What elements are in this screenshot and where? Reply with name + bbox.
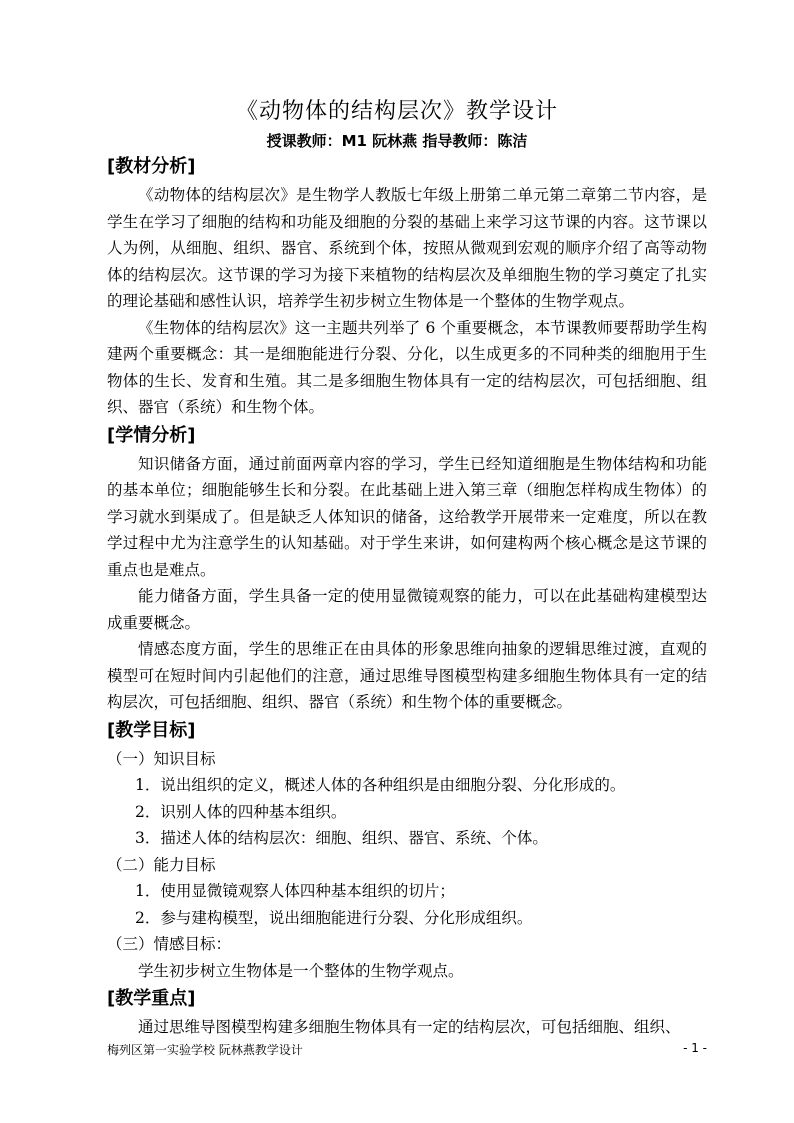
- section-heading-teaching-goals: [教学目标]: [107, 719, 196, 741]
- list-item: 3．描述人体的结构层次：细胞、组织、器官、系统、个体。: [135, 829, 548, 847]
- paragraph: 《动物体的结构层次》是生物学人教版七年级上册第二单元第二章第二节内容，是学生在学习了细胞的结构和功能及细胞的分裂的基础上来学习这节课的内容。这节课以人为例，从细胞、组织、器官、系统到个体，按照从微观到宏观的顺序介绍了高等动物体的结构层次。这节课的学习为接下来植物的结构层次及单细胞生物的学习奠定了扎实的理论基础和感性认识，培养学生初步树立生物体是一个整体的生物学观点。: [107, 186, 707, 310]
- paragraph: 情感态度方面，学生的思维正在由具体的形象思维向抽象的逻辑思维过渡，直观的模型可在短时间内引起他们的注意，通过思维导图模型构建多细胞生物体具有一定的结构层次，可包括细胞、组织、器官（系统）和生物个体的重要概念。: [107, 640, 707, 711]
- paragraph: 能力储备方面，学生具备一定的使用显微镜观察的能力，可以在此基础构建模型达成重要概念。: [107, 587, 707, 632]
- paragraph: 通过思维导图模型构建多细胞生物体具有一定的结构层次，可包括细胞、组织、: [138, 1018, 681, 1036]
- footer-school-label: 梅列区第一实验学校 阮林燕教学设计: [107, 1043, 303, 1057]
- section-heading-teaching-focus: [教学重点]: [107, 988, 196, 1009]
- author-byline: 授课教师：M1 阮林燕 指导教师：陈洁: [266, 132, 528, 150]
- section-heading-student-analysis: [学情分析]: [107, 424, 196, 446]
- section-heading-textbook-analysis: [教材分析]: [107, 156, 196, 177]
- paragraph: 《生物体的结构层次》这一主题共列举了 6 个重要概念，本节课教师要帮助学生构建两个重要概念：其一是细胞能进行分裂、分化，以生成更多的不同种类的细胞用于生物体的生长、发育和生殖。其二是多细胞生物体具有一定的结构层次，可包括细胞、组织、器官（系统）和生物个体。: [107, 318, 707, 416]
- list-item: 1．说出组织的定义，概述人体的各种组织是由细胞分裂、分化形成的。: [135, 776, 626, 794]
- subheading-emotion-goals: （三）情感目标：: [107, 935, 232, 953]
- subheading-ability-goals: （二）能力目标: [107, 855, 216, 874]
- list-item: 1．使用显微镜观察人体四种基本组织的切片；: [135, 882, 455, 900]
- list-item: 2．识别人体的四种基本组织。: [135, 802, 347, 821]
- document-body: [107, 152, 707, 1041]
- page-number: - 1 -: [683, 1041, 707, 1055]
- paragraph: 学生初步树立生物体是一个整体的生物学观点。: [138, 961, 464, 980]
- document-title: 《动物体的结构层次》教学设计: [235, 99, 558, 124]
- paragraph: 知识储备方面，通过前面两章内容的学习，学生已经知道细胞是生物体结构和功能的基本单位；细胞能够生长和分裂。在此基础上进入第三章（细胞怎样构成生物体）的学习就水到渠成了。但是缺乏人体知识的储备，这给教学开展带来一定难度，所以在教学过程中尤为注意学生的认知基础。对于学生来讲，如何建构两个核心概念是这节课的重点也是难点。: [107, 454, 707, 579]
- list-item: 2．参与建构模型，说出细胞能进行分裂、分化形成组织。: [135, 908, 533, 927]
- subheading-knowledge-goals: （一）知识目标: [107, 749, 216, 768]
